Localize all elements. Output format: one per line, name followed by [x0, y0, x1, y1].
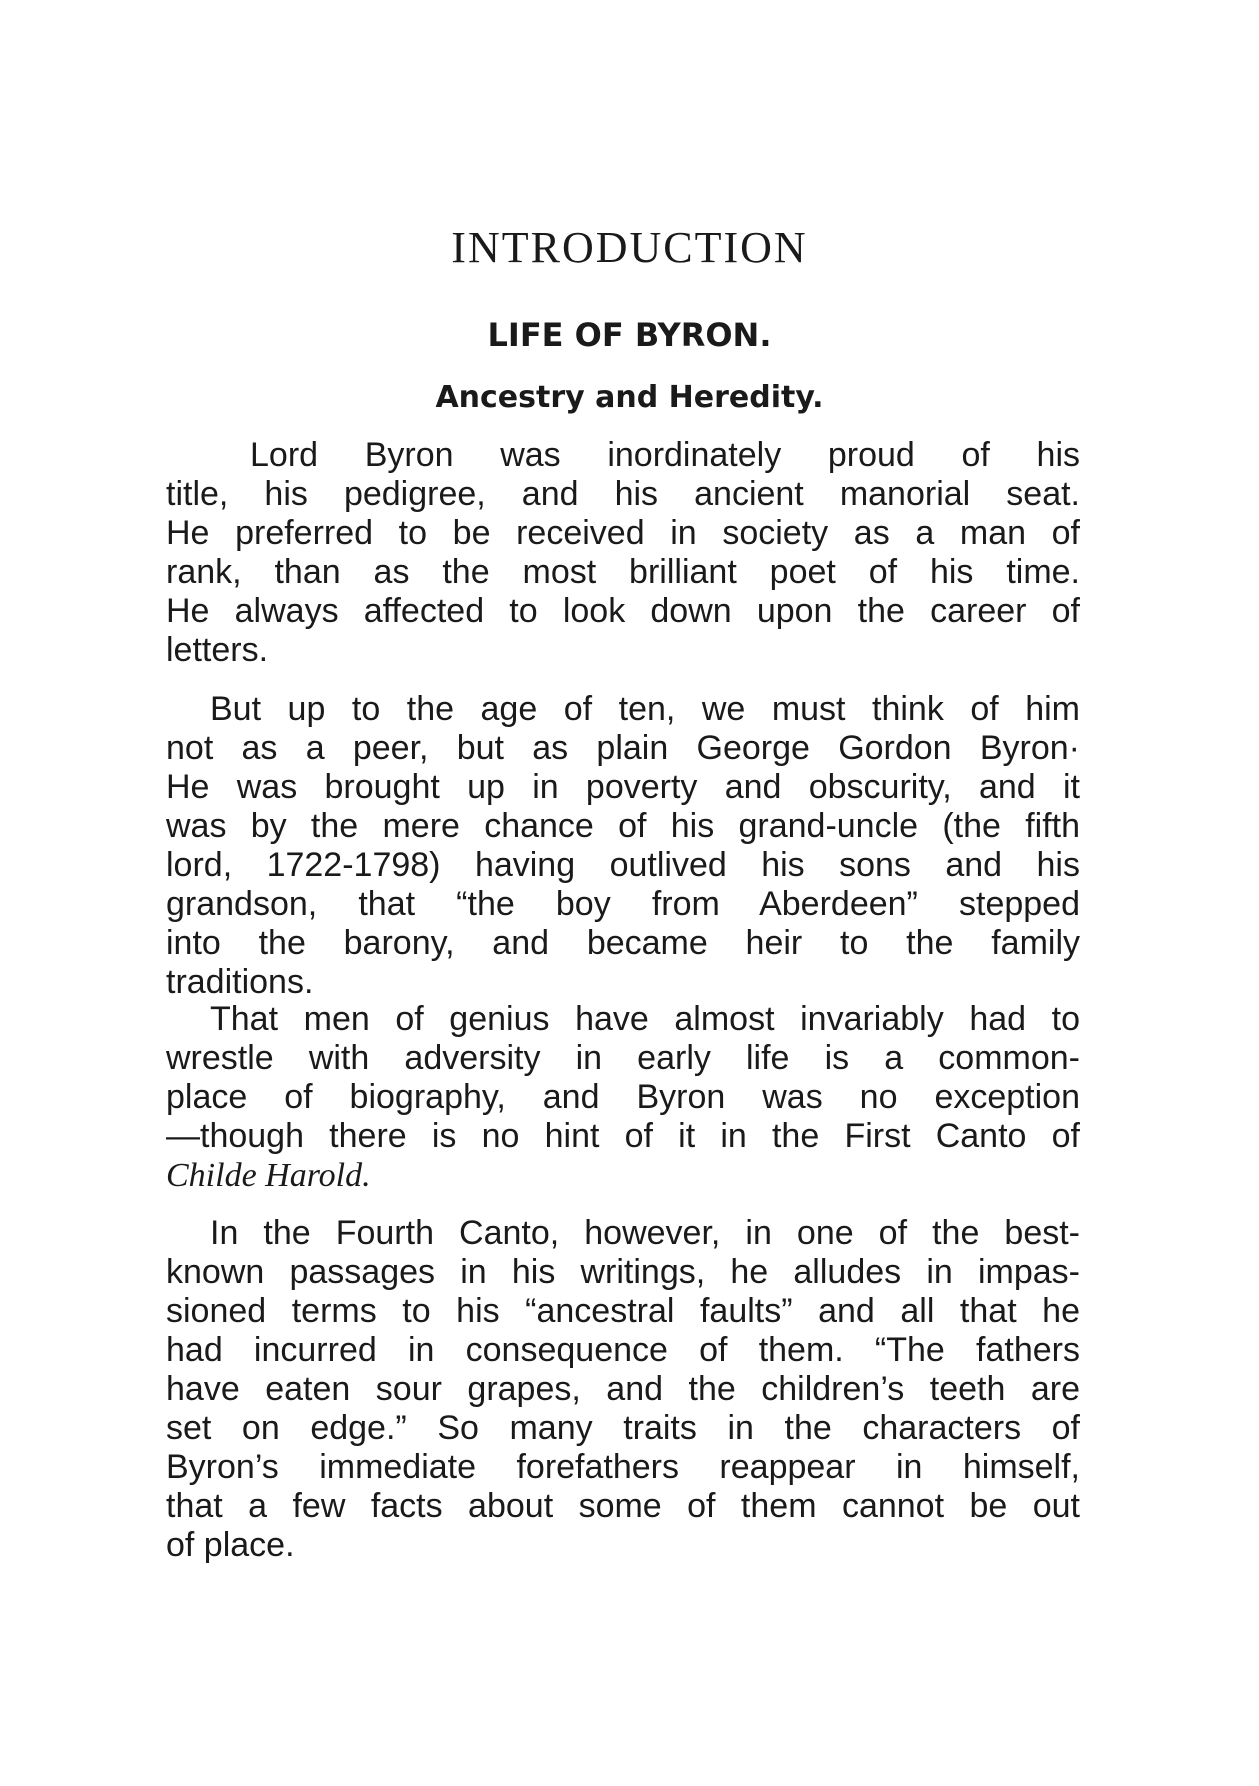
text-line: known passages in his writings, he alludes in impas-	[166, 1253, 1080, 1291]
text-line: that a few facts about some of them cannot be out	[166, 1487, 1080, 1525]
text-line: wrestle with adversity in early life is a common-	[166, 1039, 1080, 1077]
paragraph-2	[166, 690, 1080, 1002]
text-line: That men of genius have almost invariably had to	[210, 1000, 1080, 1038]
paragraph-1	[166, 436, 1080, 670]
text-line: title, his pedigree, and his ancient manorial seat.	[166, 475, 1080, 513]
text-line: traditions.	[166, 963, 314, 1001]
text-line: into the barony, and became heir to the family	[166, 924, 1080, 962]
text-line: was by the mere chance of his grand-uncle (the fifth	[166, 807, 1080, 845]
text-line: place of biography, and Byron was no exception	[166, 1078, 1080, 1116]
text-line: letters.	[166, 631, 269, 669]
text-line: In the Fourth Canto, however, in one of the best-	[210, 1214, 1080, 1252]
chapter-title: INTRODUCTION	[451, 223, 808, 272]
text-line: had incurred in consequence of them. “The fathers	[166, 1331, 1080, 1369]
text-line: set on edge.” So many traits in the characters of	[166, 1409, 1080, 1447]
section-title: LIFE OF BYRON.	[487, 316, 772, 354]
text-line: sioned terms to his “ancestral faults” and all that he	[166, 1292, 1080, 1330]
text-line: rank, than as the most brilliant poet of his time.	[166, 553, 1080, 591]
text-line: Byron’s immediate forefathers reappear in himself,	[166, 1448, 1080, 1486]
text-line: not as a peer, but as plain George Gordon Byron·	[166, 729, 1080, 767]
text-line: —though there is no hint of it in the First Canto of	[166, 1117, 1080, 1155]
paragraph-4	[166, 1214, 1080, 1565]
text-line: But up to the age of ten, we must think of him	[210, 690, 1080, 728]
text-line: He was brought up in poverty and obscurity, and it	[166, 768, 1080, 806]
text-line: of place.	[166, 1526, 295, 1564]
book-title-text: Childe Harold.	[166, 1157, 371, 1194]
text-line: He always affected to look down upon the career of	[166, 592, 1080, 630]
text-line: lord, 1722-1798) having outlived his sons and his	[166, 846, 1080, 884]
text-line: He preferred to be received in society as a man of	[166, 514, 1080, 552]
text-line: grandson, that “the boy from Aberdeen” stepped	[166, 885, 1080, 923]
text-line: Lord Byron was inordinately proud of his	[250, 436, 1080, 474]
subsection-title: Ancestry and Heredity.	[435, 380, 824, 415]
text-line: have eaten sour grapes, and the children’s teeth are	[166, 1370, 1080, 1408]
paragraph-3	[166, 1000, 1080, 1195]
